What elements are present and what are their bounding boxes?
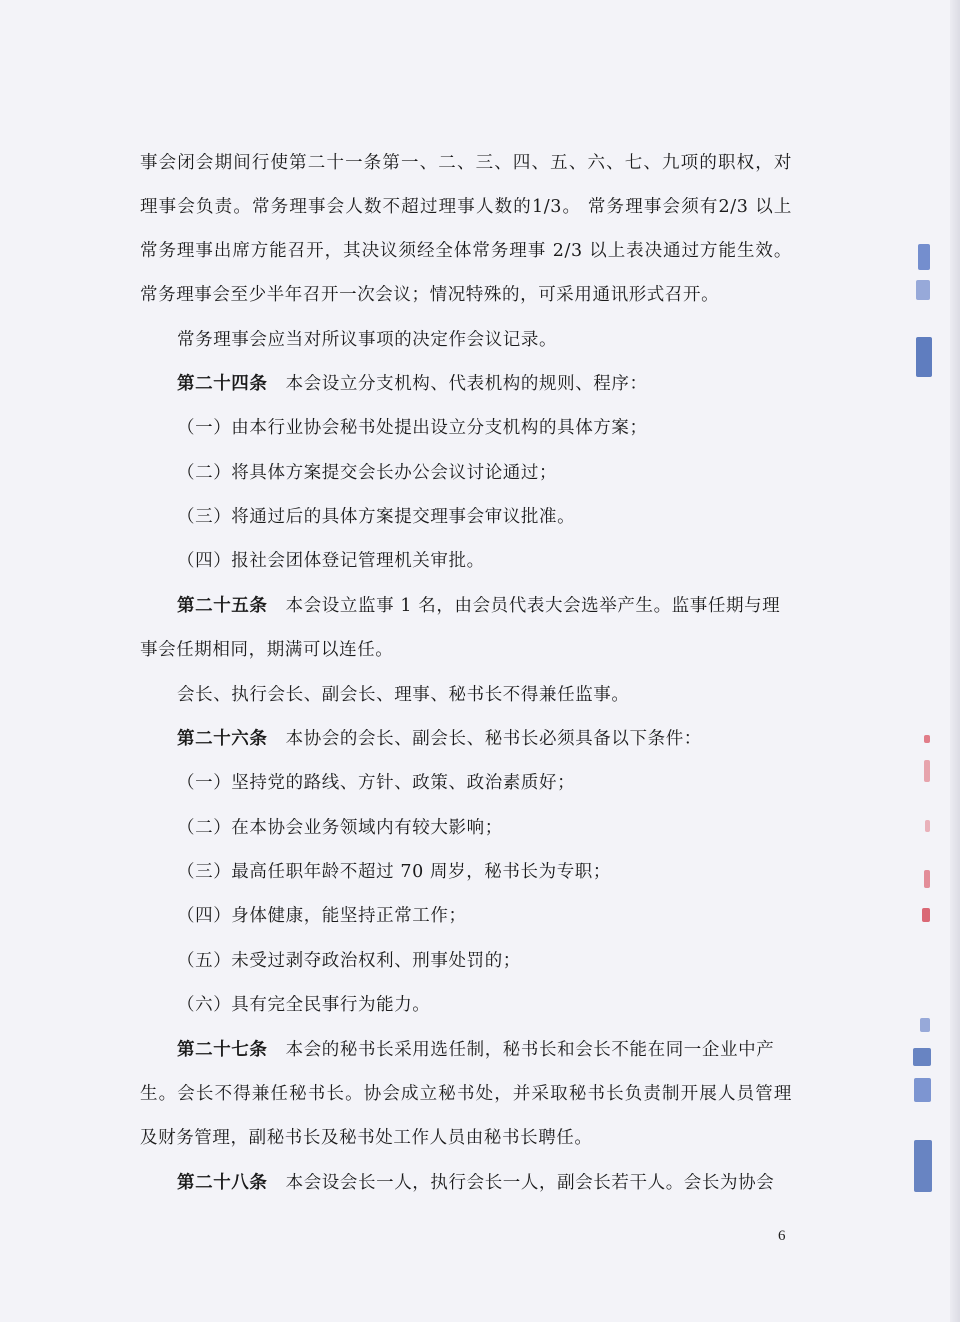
seal-mark-red [924,760,930,782]
text-line: 事会任期相同，期满可以连任。 [140,640,394,660]
article-24-line [177,367,648,401]
article-number: 第二十六条 [177,729,268,749]
text-line: （五）未受过剥夺政治权利、刑事处罚的； [177,951,521,971]
text-line: （三）将通过后的具体方案提交理事会审议批准。 [177,507,576,527]
seal-mark-red [924,870,930,888]
text-line: 常务理事会应当对所议事项的决定作会议记录。 [177,330,558,350]
article-text: 本会设立监事 1 名，由会员代表大会选举产生。监事任期与理 [285,596,781,616]
text-line: 会长、执行会长、副会长、理事、秘书长不得兼任监事。 [177,685,630,705]
text-line: （六）具有完全民事行为能力。 [177,995,431,1015]
seal-mark-red [922,908,930,922]
article-number: 第二十四条 [177,374,268,394]
seal-mark-blue [913,1048,931,1066]
seal-mark-blue [914,1078,931,1102]
page-edge [950,0,960,1322]
text-line: （二）在本协会业务领域内有较大影响； [177,818,503,838]
article-26-line [177,722,702,756]
text-line: （三）最高任职年龄不超过 70 周岁，秘书长为专职； [177,862,611,882]
text-line: 生。会长不得兼任秘书长。协会成立秘书处，并采取秘书长负责制开展人员管理 [140,1084,792,1104]
article-28-line [177,1166,774,1200]
article-text: 本会设立分支机构、代表机构的规则、程序： [285,374,648,394]
text-line: 常务理事出席方能召开，其决议须经全体常务理事 2/3 以上表决通过方能生效。 [140,241,792,261]
text-line: （一）由本行业协会秘书处提出设立分支机构的具体方案； [177,418,648,438]
article-text: 本会设会长一人，执行会长一人，副会长若干人。会长为协会 [285,1173,775,1193]
seal-mark-blue [920,1018,930,1032]
seal-mark-blue [914,1140,932,1192]
page-number: 6 [778,1228,786,1244]
text-line: （四）身体健康，能坚持正常工作； [177,906,467,926]
text-line: 事会闭会期间行使第二十一条第一、二、三、四、五、六、七、九项的职权，对 [140,153,792,173]
seal-mark-blue [916,280,930,300]
seal-mark-red [924,735,930,743]
seal-mark-blue [918,244,930,270]
seal-mark-blue [916,337,932,377]
article-number: 第二十七条 [177,1040,268,1060]
article-27-line [177,1033,774,1067]
text-line: 常务理事会至少半年召开一次会议；情况特殊的，可采用通讯形式召开。 [140,285,720,305]
article-25-line [177,589,780,623]
text-line: （四）报社会团体登记管理机关审批。 [177,551,485,571]
seal-mark-red [925,820,930,832]
article-text: 本协会的会长、副会长、秘书长必须具备以下条件： [285,729,702,749]
article-number: 第二十五条 [177,596,268,616]
text-line: （一）坚持党的路线、方针、政策、政治素质好； [177,773,576,793]
article-text: 本会的秘书长采用选任制，秘书长和会长不能在同一企业中产 [285,1040,775,1060]
text-line: 理事会负责。常务理事会人数不超过理事人数的1/3。 常务理事会须有2/3 以上 [140,197,792,217]
text-line: （二）将具体方案提交会长办公会议讨论通过； [177,463,558,483]
text-line: 及财务管理，副秘书长及秘书处工作人员由秘书长聘任。 [140,1128,593,1148]
article-number: 第二十八条 [177,1173,268,1193]
